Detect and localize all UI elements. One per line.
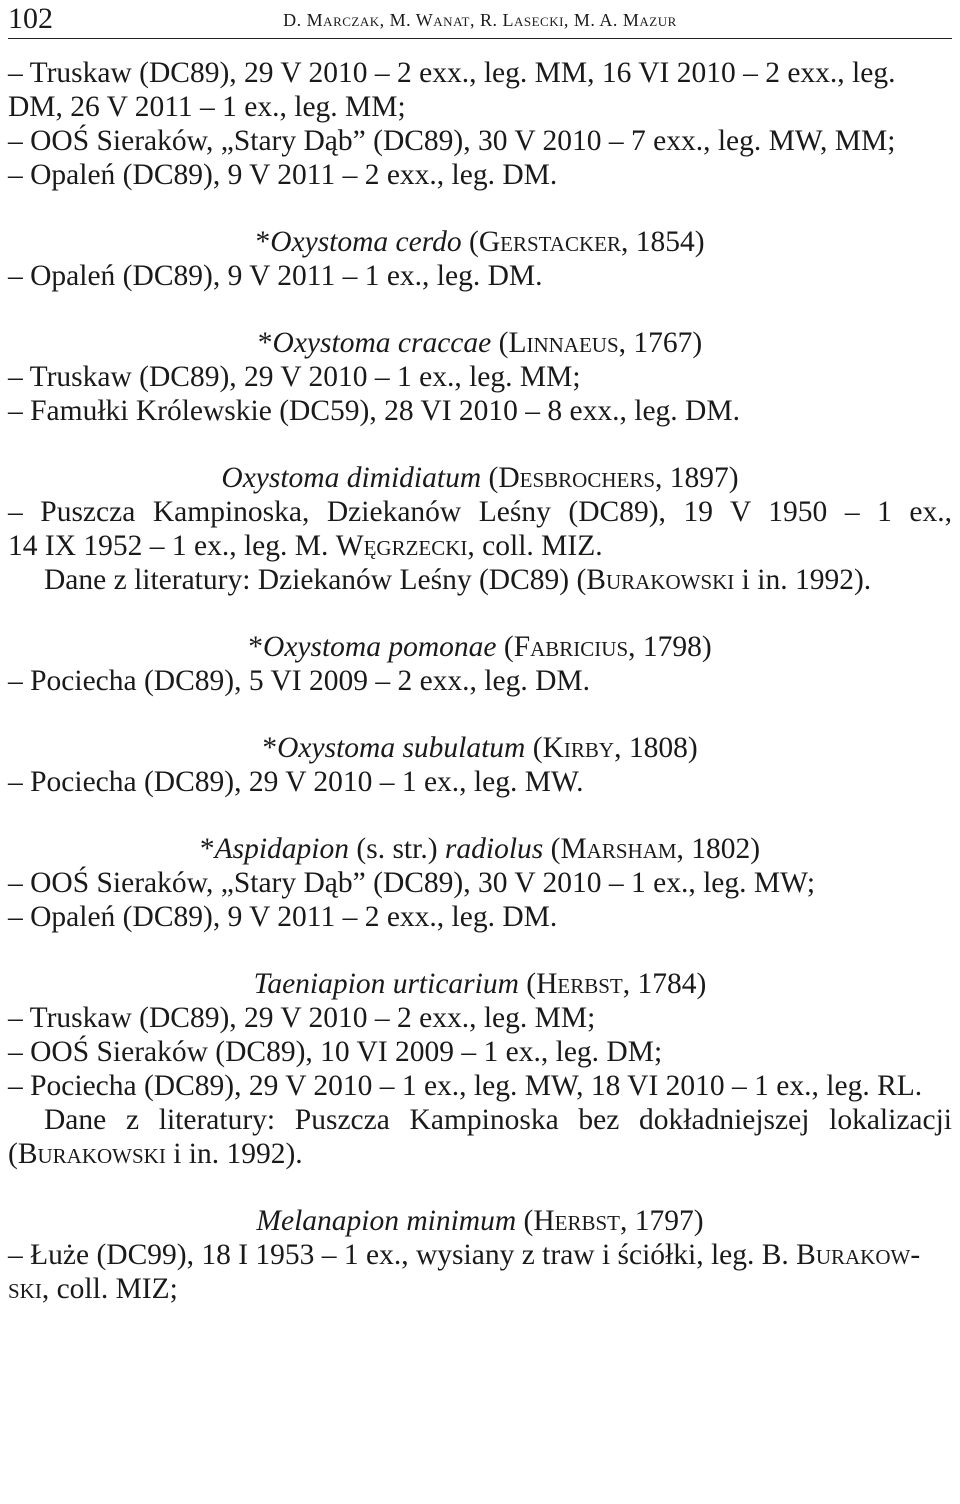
page-number: 102: [8, 2, 53, 35]
species-heading: *Oxystoma pomonae (Fabricius, 1798): [248, 631, 712, 663]
running-header: [8, 0, 952, 39]
record-line: DM, 26 V 2011 – 1 ex., leg. MM;: [8, 91, 406, 123]
record-line: – Pociecha (DC89), 29 V 2010 – 1 ex., leg. MW, 18 VI 2010 – 1 ex., leg. RL.: [8, 1070, 923, 1102]
species-heading: Melanapion minimum (Herbst, 1797): [256, 1205, 704, 1237]
record-line: – OOŚ Sieraków, „Stary Dąb” (DC89), 30 V 2010 – 7 exx., leg. MW, MM;: [8, 125, 896, 157]
record-line: – OOŚ Sieraków, „Stary Dąb” (DC89), 30 V 2010 – 1 ex., leg. MW;: [8, 867, 816, 899]
record-line: – Opaleń (DC89), 9 V 2011 – 1 ex., leg. DM.: [8, 260, 543, 292]
species-heading: Oxystoma dimidiatum (Desbrochers, 1897): [221, 462, 739, 494]
record-line: – Famułki Królewskie (DC59), 28 VI 2010 – 8 exx., leg. DM.: [8, 395, 740, 427]
record-line: – Opaleń (DC89), 9 V 2011 – 2 exx., leg. DM.: [8, 159, 558, 191]
record-line: – Truskaw (DC89), 29 V 2010 – 2 exx., leg. MM, 16 VI 2010 – 2 exx., leg.: [8, 57, 896, 89]
record-line: – Łuże (DC99), 18 I 1953 – 1 ex., wysiany z traw i ściółki, leg. B. Burakow-: [8, 1239, 921, 1271]
literature-note-continued: (Burakowski i in. 1992).: [8, 1138, 303, 1170]
running-head-authors: D. Marczak, M. Wanat, R. Lasecki, M. A. Mazur: [283, 10, 677, 30]
species-heading: *Oxystoma craccae (Linnaeus, 1767): [257, 327, 703, 359]
species-heading: *Oxystoma cerdo (Gerstacker, 1854): [255, 226, 705, 258]
literature-note: Dane z literatury: Dziekanów Leśny (DC89) (Burakowski i in. 1992).: [44, 564, 872, 596]
record-line: – Pociecha (DC89), 29 V 2010 – 1 ex., leg. MW.: [8, 766, 584, 798]
species-heading: *Oxystoma subulatum (Kirby, 1808): [262, 732, 698, 764]
record-line-continued: 14 IX 1952 – 1 ex., leg. M. Węgrzecki, coll. MIZ.: [8, 530, 603, 562]
literature-note: Dane z literatury: Puszcza Kampinoska bez dokładniejszej lokalizacji: [44, 1104, 952, 1136]
species-heading: *Aspidapion (s. str.) radiolus (Marsham, 1802): [199, 833, 761, 865]
species-heading: Taeniapion urticarium (Herbst, 1784): [253, 968, 707, 1000]
record-line: – Puszcza Kampinoska, Dziekanów Leśny (DC89), 19 V 1950 – 1 ex.,: [8, 496, 952, 528]
page-body: [8, 56, 952, 1306]
record-line-continued: ski, coll. MIZ;: [8, 1273, 178, 1305]
record-line: – Pociecha (DC89), 5 VI 2009 – 2 exx., leg. DM.: [8, 665, 590, 697]
record-line: – Opaleń (DC89), 9 V 2011 – 2 exx., leg. DM.: [8, 901, 558, 933]
record-line: – Truskaw (DC89), 29 V 2010 – 2 exx., leg. MM;: [8, 1002, 596, 1034]
record-line: – Truskaw (DC89), 29 V 2010 – 1 ex., leg. MM;: [8, 361, 581, 393]
record-line: – OOŚ Sieraków (DC89), 10 VI 2009 – 1 ex., leg. DM;: [8, 1036, 663, 1068]
